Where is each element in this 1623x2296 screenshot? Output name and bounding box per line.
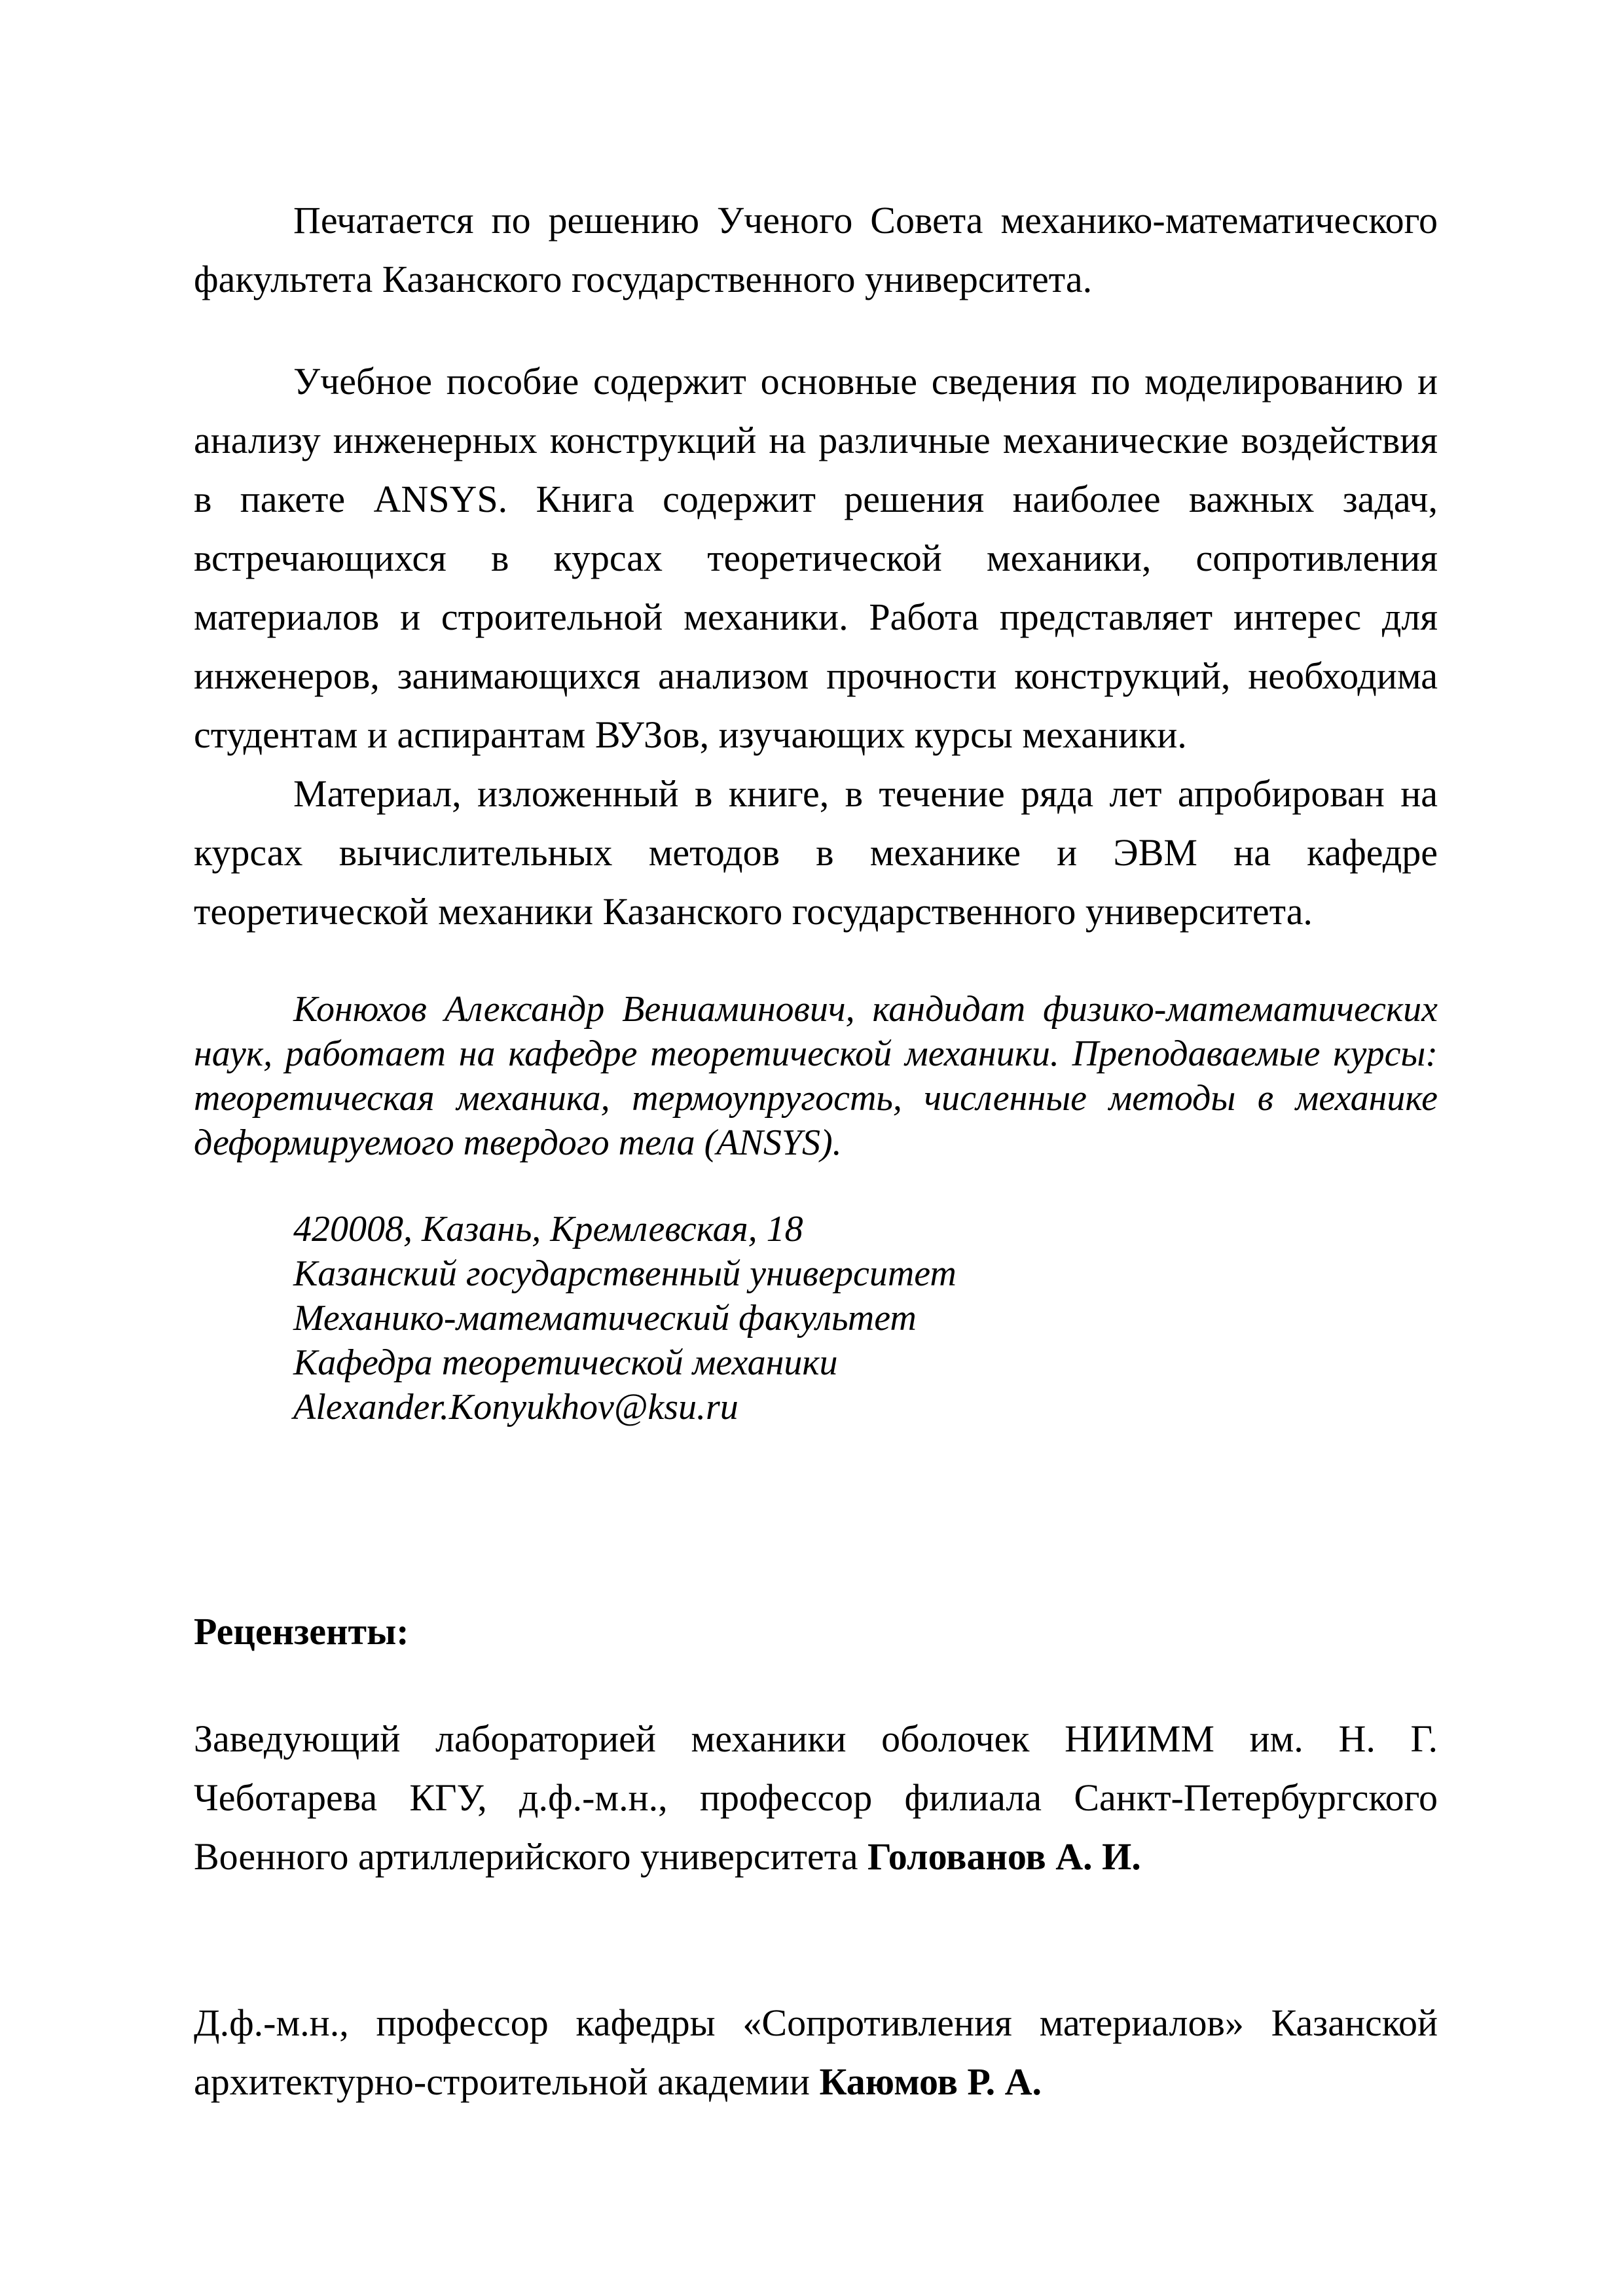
imprint-block [194, 191, 1438, 309]
imprint-text: Печатается по решению Ученого Совета механико-математического факультета Казанского государственного университета. [194, 199, 1438, 300]
reviewers-heading: Рецензенты: [194, 1610, 409, 1653]
reviewer-name: Голованов А. И. [867, 1835, 1141, 1878]
reviewer-2 [194, 1994, 1438, 2111]
abstract-paragraph-1: Учебное пособие содержит основные сведения по моделированию и анализу инженерных конструкций на различные механические воздействия в пакете ANSYS. Книга содержит решения наиболее важных задач, встречающихся в курсах теоретической механики, сопротивления материалов и строительной механики. Работа представляет интерес для инженеров, занимающихся анализом прочности конструкций, необходима студентам и аспирантам ВУЗов, изучающих курсы механики. [194, 360, 1438, 756]
reviewer-description: Д.ф.-м.н., профессор кафедры «Сопротивления материалов» Казанской архитектурно-строительной академии [194, 2001, 1438, 2103]
author-address [293, 1207, 1341, 1429]
reviewer-entry [194, 1994, 1438, 2111]
abstract-block [194, 352, 1438, 941]
address-line: Механико-математический факультет [293, 1298, 917, 1338]
author-bio: Конюхов Александр Вениаминович, кандидат физико-математических наук, работает на кафедре теоретической механики. Преподаваемые курсы: теоретическая механика, термоупругость, численные методы в механике деформируемого твердого тела (ANSYS). [194, 989, 1438, 1163]
abstract-paragraph-2: Материал, изложенный в книге, в течение ряда лет апробирован на курсах вычислительных методов в механике и ЭВМ на кафедре теоретической механики Казанского государственного университета. [194, 772, 1438, 933]
address-line: Кафедра теоретической механики [293, 1342, 838, 1383]
reviewer-description: Заведующий лабораторией механики оболочек НИИММ им. Н. Г. Чеботарева КГУ, д.ф.-м.н., профессор филиала Санкт-Петербургского Военного артиллерийского университета [194, 1717, 1438, 1878]
address-line: Казанский государственный университет [293, 1253, 957, 1294]
address-line: 420008, Казань, Кремлевская, 18 [293, 1209, 803, 1249]
author-email: Alexander.Konyukhov@ksu.ru [293, 1387, 739, 1427]
reviewer-entry [194, 1710, 1438, 1886]
reviewer-1 [194, 1710, 1438, 1886]
reviewer-name: Каюмов Р. А. [819, 2060, 1042, 2103]
author-bio-block [194, 987, 1438, 1165]
